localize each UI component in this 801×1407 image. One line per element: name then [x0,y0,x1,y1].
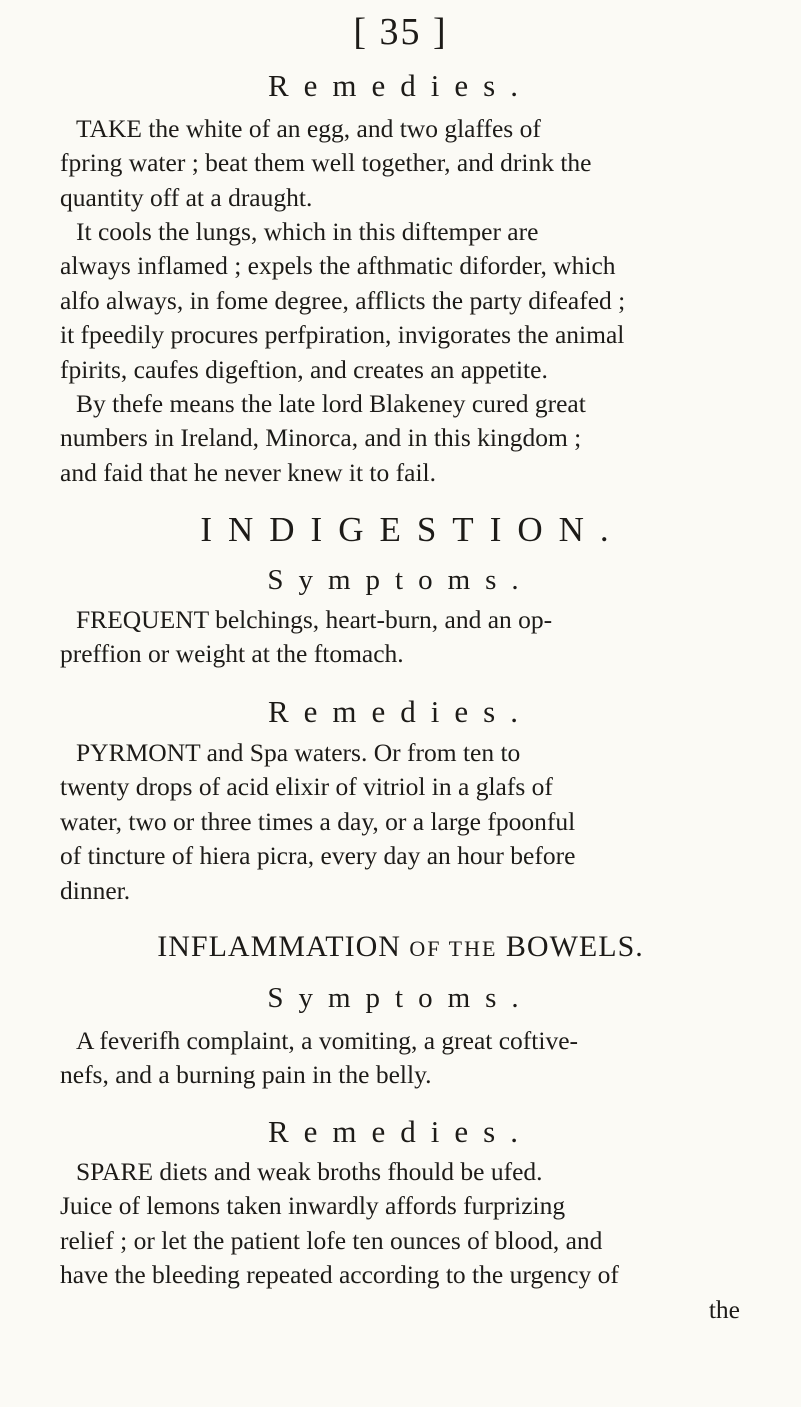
page-number: [ 35 ] [353,11,448,53]
text-line: numbers in Ireland, Minorca, and in this kingdom ; [60,423,582,453]
text-line: always inflamed ; expels the afthmatic diforder, which [60,251,616,281]
text-line: dinner. [60,875,131,905]
paragraph-indigestion-symptoms [60,603,740,672]
symptoms-heading-indigestion: Symptoms. [267,564,534,596]
paragraph-effects [60,215,740,387]
text-line: By thefe means the late lord Blakeney cured great [76,389,586,418]
text-line: of tincture of hiera picra, every day an hour before [60,841,576,871]
text-line: Juice of lemons taken inwardly affords furprizing [60,1191,566,1221]
title-of-the: OF THE [409,936,498,961]
text-line: it fpeedily procures perfpiration, invigorates the animal [60,320,625,350]
paragraph-inflammation-remedies [60,1155,740,1327]
section-title-indigestion: INDIGESTION. [200,510,625,549]
remedies-heading-indigestion: Remedies. [268,694,533,729]
title-main: INFLAMMATION [157,930,401,963]
text-line: A feverifh complaint, a vomiting, a great coftive- [76,1026,579,1055]
text-line: quantity off at a draught. [60,182,313,212]
text-line: preffion or weight at the ftomach. [60,639,404,669]
text-line: fpirits, caufes digeftion, and creates an appetite. [60,354,548,384]
remedies-heading-inflammation: Remedies. [268,1114,533,1149]
paragraph-blakeney [60,387,740,490]
paragraph-inflammation-symptoms [60,1024,740,1093]
symptoms-heading-inflammation: Symptoms. [267,982,534,1014]
text-line: have the bleeding repeated according to the urgency of [60,1260,619,1290]
text-line: SPARE diets and weak broths fhould be ufed. [76,1157,543,1186]
remedies-heading-1: Remedies. [268,68,533,103]
text-line: alfo always, in fome degree, afflicts the party difeafed ; [60,285,626,315]
paragraph-egg-remedy [60,112,740,215]
text-line: water, two or three times a day, or a large fpoonful [60,806,576,836]
section-title-inflammation [0,930,801,964]
text-line: FREQUENT belchings, heart-burn, and an op- [76,605,553,634]
text-line: fpring water ; beat them well together, and drink the [60,148,592,178]
title-end: BOWELS. [505,930,644,963]
text-line: TAKE the white of an egg, and two glaffes of [76,114,541,143]
catchword: the [708,1294,740,1324]
text-line: relief ; or let the patient lofe ten ounces of blood, and [60,1225,603,1255]
paragraph-indigestion-remedies [60,736,740,908]
text-line: twenty drops of acid elixir of vitriol in a glafs of [60,772,553,802]
text-line: nefs, and a burning pain in the belly. [60,1060,432,1090]
text-line: PYRMONT and Spa waters. Or from ten to [76,738,521,767]
text-line: and faid that he never knew it to fail. [60,457,436,487]
text-line: It cools the lungs, which in this diftemper are [76,217,539,246]
